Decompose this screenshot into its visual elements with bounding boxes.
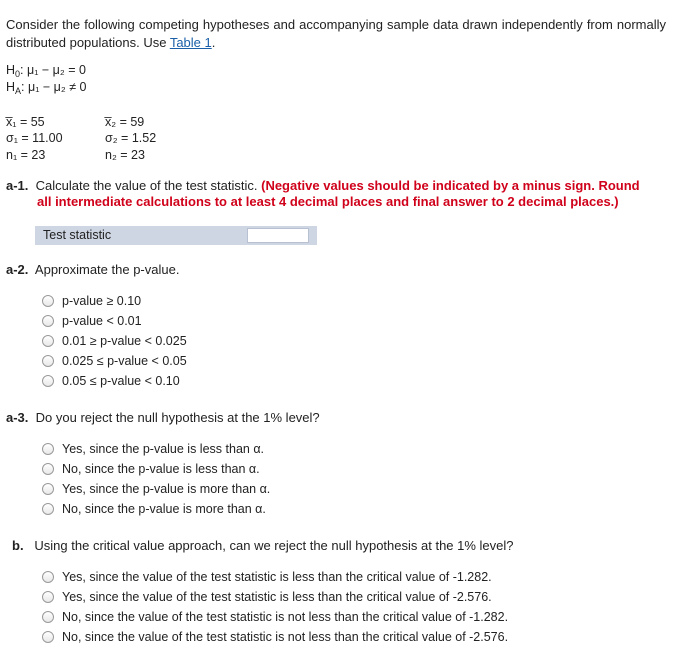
a2-option[interactable] — [42, 351, 187, 371]
sample2-mean: x̅₂ = 59 — [105, 115, 145, 129]
b-option-label: No, since the value of the test statistic is not less than the critical value of -1.282. — [62, 610, 509, 624]
h0-subscript: 0 — [15, 69, 21, 79]
null-hypothesis: $H_0$: μ₁ − μ₂ = 0 — [6, 63, 86, 79]
b-option-label: Yes, since the value of the test statistic is less than the critical value of -1.282. — [62, 570, 492, 584]
radio-button[interactable] — [42, 463, 54, 475]
radio-button[interactable] — [42, 483, 54, 495]
a2-option-label: 0.025 ≤ p-value < 0.05 — [62, 354, 187, 368]
a2-option-label: 0.01 ≥ p-value < 0.025 — [62, 334, 187, 348]
ha-subscript: A — [15, 86, 22, 96]
a3-option[interactable] — [42, 479, 270, 499]
ha-expression: μ₁ − μ₂ ≠ 0 — [28, 80, 87, 94]
a1-question: Calculate the value of the test statistic. — [35, 178, 258, 193]
intro-end: . — [211, 35, 216, 50]
a2-option-label: p-value < 0.01 — [62, 314, 142, 328]
a2-option[interactable] — [42, 291, 187, 311]
radio-button[interactable] — [42, 503, 54, 515]
radio-button[interactable] — [42, 335, 54, 347]
sample2-size: n₂ = 23 — [105, 148, 145, 162]
problem-intro — [6, 16, 666, 52]
a1-note-line2: all intermediate calculations to at least 4 decimal places and final answer to 2 decimal places.) — [37, 194, 619, 209]
a2-label: a-2. — [6, 262, 29, 277]
radio-button[interactable] — [42, 591, 54, 603]
a1-note-line1: (Negative values should be indicated by a minus sign. Round — [261, 178, 640, 193]
radio-button[interactable] — [42, 571, 54, 583]
a2-option[interactable] — [42, 331, 187, 351]
b-option[interactable] — [42, 607, 508, 627]
table-1-link[interactable]: Table 1 — [169, 35, 212, 50]
sample1-sigma: σ₁ = 11.00 — [6, 131, 63, 145]
b-options — [42, 567, 508, 647]
b-option[interactable] — [42, 567, 508, 587]
a2-option[interactable] — [42, 311, 187, 331]
intro-text: Consider the following competing hypotheses and accompanying sample data drawn independently from normally distributed populations. Use — [6, 17, 666, 50]
a2-option-label: 0.05 ≤ p-value < 0.10 — [62, 374, 180, 388]
a2-option[interactable] — [42, 371, 187, 391]
a3-option-label: Yes, since the p-value is more than α. — [62, 482, 271, 496]
question-a3 — [6, 410, 320, 425]
a3-option-label: No, since the p-value is less than α. — [62, 462, 260, 476]
b-label: b. — [12, 538, 24, 553]
radio-button[interactable] — [42, 375, 54, 387]
a3-option[interactable] — [42, 499, 270, 519]
radio-button[interactable] — [42, 295, 54, 307]
b-option[interactable] — [42, 627, 508, 647]
sample2-sigma: σ₂ = 1.52 — [105, 131, 157, 145]
question-a2 — [6, 262, 179, 277]
a3-option-label: No, since the p-value is more than α. — [62, 502, 266, 516]
test-statistic-label: Test statistic — [43, 228, 112, 242]
b-option[interactable] — [42, 587, 508, 607]
h0-letter: H — [6, 63, 16, 77]
a1-label: a-1. — [6, 178, 29, 193]
a2-option-label: p-value ≥ 0.10 — [62, 294, 142, 308]
radio-button[interactable] — [42, 355, 54, 367]
b-question: Using the critical value approach, can we reject the null hypothesis at the 1% level? — [34, 538, 514, 553]
test-statistic-row — [35, 226, 317, 245]
a3-option[interactable] — [42, 459, 270, 479]
radio-button[interactable] — [42, 443, 54, 455]
radio-button[interactable] — [42, 315, 54, 327]
alternative-hypothesis: $H_A$: μ₁ − μ₂ ≠ 0 — [6, 80, 87, 96]
radio-button[interactable] — [42, 611, 54, 623]
radio-button[interactable] — [42, 631, 54, 643]
sample1-size: n₁ = 23 — [6, 148, 46, 162]
test-statistic-input[interactable] — [247, 228, 309, 243]
sample1-mean: x̅₁ = 55 — [6, 115, 45, 129]
question-b — [12, 538, 514, 553]
h0-expression: μ₁ − μ₂ = 0 — [27, 63, 86, 77]
b-option-label: Yes, since the value of the test statistic is less than the critical value of -2.576. — [62, 590, 492, 604]
a3-option-label: Yes, since the p-value is less than α. — [62, 442, 265, 456]
a3-label: a-3. — [6, 410, 29, 425]
a3-option[interactable] — [42, 439, 270, 459]
question-a1 — [6, 178, 640, 194]
a3-options — [42, 439, 270, 519]
ha-letter: H — [6, 80, 16, 94]
a2-options — [42, 291, 187, 391]
b-option-label: No, since the value of the test statistic is not less than the critical value of -2.576. — [62, 630, 509, 644]
a3-question: Do you reject the null hypothesis at the 1% level? — [35, 410, 320, 425]
a2-question: Approximate the p-value. — [34, 262, 180, 277]
